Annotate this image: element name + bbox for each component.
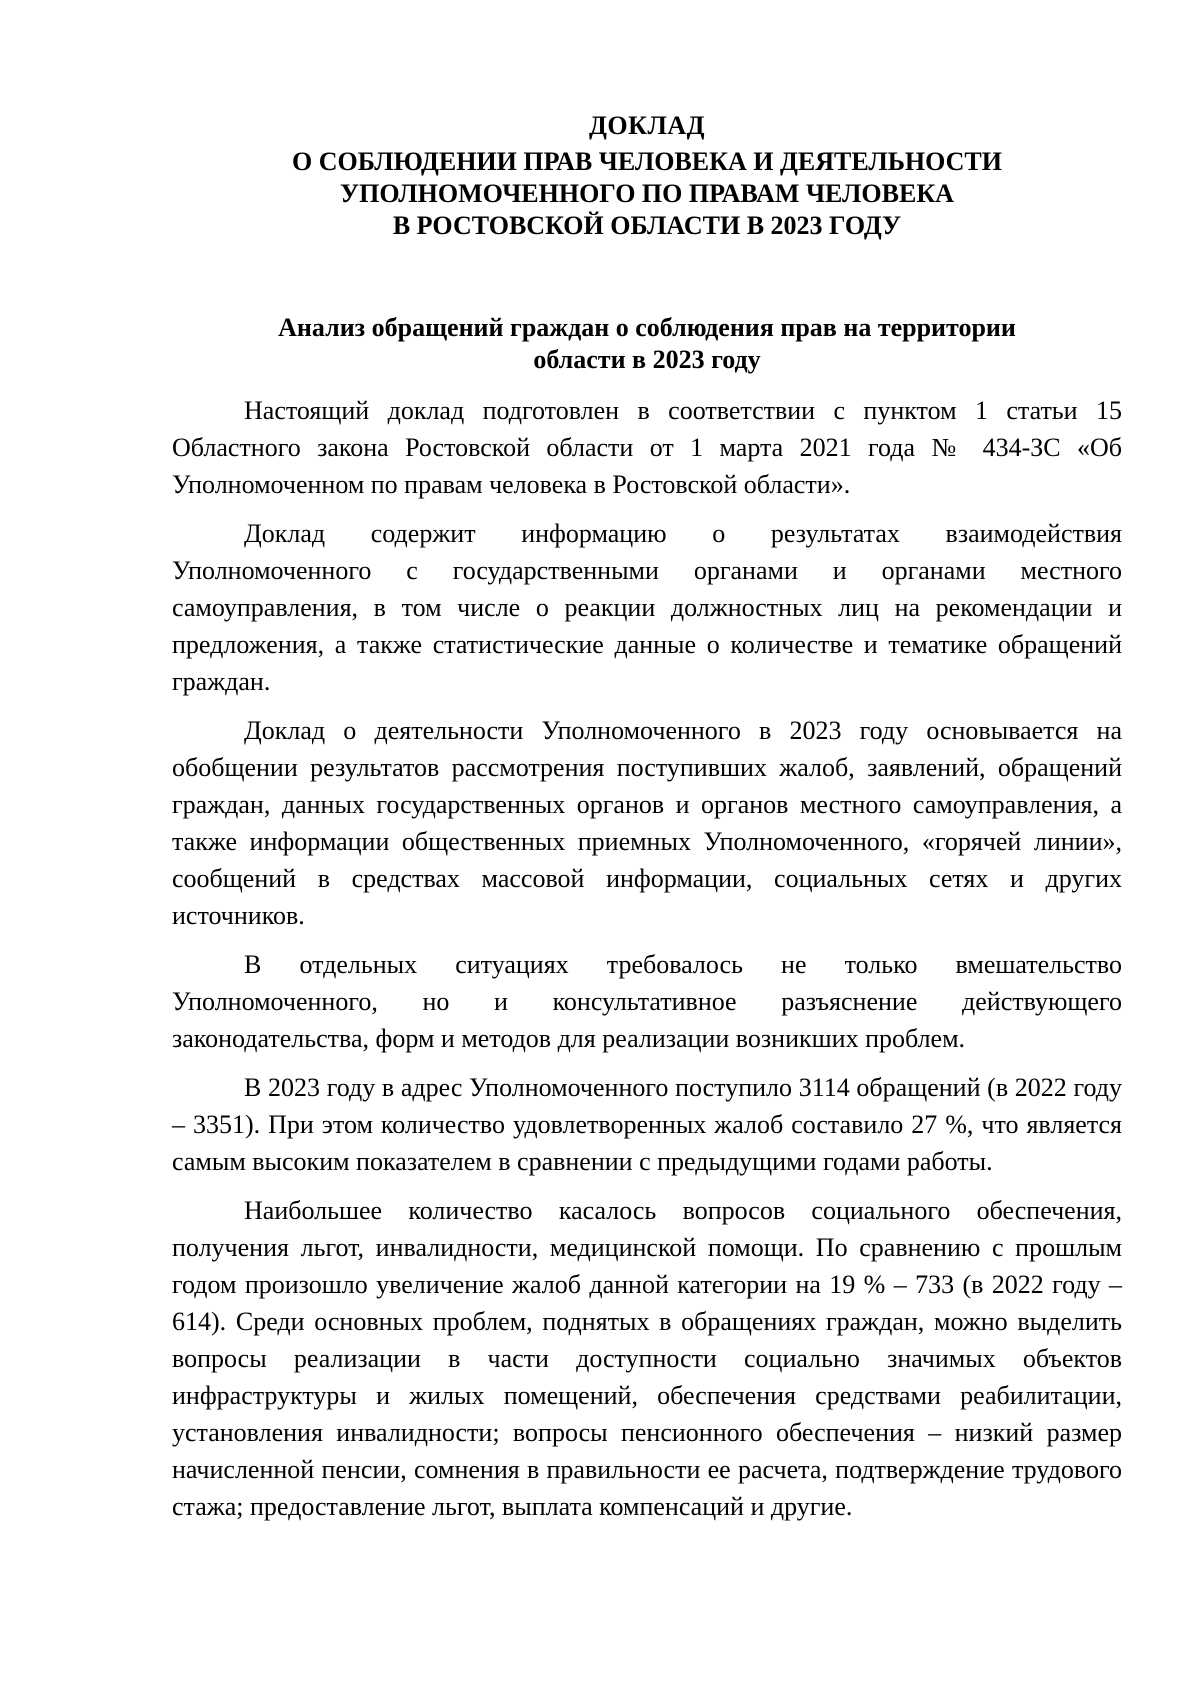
subtitle-line: УПОЛНОМОЧЕННОГО ПО ПРАВАМ ЧЕЛОВЕКА [340, 179, 954, 208]
section-heading-line: области в 2023 году [533, 345, 761, 374]
paragraph: Доклад о деятельности Уполномоченного в 2023 году основывается на обобщении результатов рассмотрения поступивших жалоб, заявлений, обращений граждан, данных государственных органов и органов местного самоуправления, а также информации общественных приемных Уполномоченного, «горячей линии», сообщений в средствах массовой информации, социальных сетях и других источников. [172, 716, 1122, 930]
subtitle-line: О СОБЛЮДЕНИИ ПРАВ ЧЕЛОВЕКА И ДЕЯТЕЛЬНОСТИ [292, 147, 1002, 176]
title-block [172, 110, 1122, 242]
section-heading-line: Анализ обращений граждан о соблюдения прав на территории [278, 313, 1016, 342]
section-heading [172, 312, 1122, 376]
paragraph: В отдельных ситуациях требовалось не только вмешательство Уполномоченного, но и консультативное разъяснение действующего законодательства, форм и методов для реализации возникших проблем. [172, 950, 1122, 1053]
document-subtitle [172, 146, 1122, 242]
subtitle-line: В РОСТОВСКОЙ ОБЛАСТИ В 2023 ГОДУ [392, 211, 902, 240]
document-title: ДОКЛАД [588, 111, 705, 140]
body-text [172, 392, 1122, 1537]
paragraph: В 2023 году в адрес Уполномоченного поступило 3114 обращений (в 2022 году – 3351). При этом количество удовлетворенных жалоб составило 27 %, что является самым высоким показателем в сравнении с предыдущими годами работы. [172, 1073, 1122, 1176]
paragraph: Наибольшее количество касалось вопросов социального обеспечения, получения льгот, инвалидности, медицинской помощи. По сравнению с прошлым годом произошло увеличение жалоб данной категории на 19 % – 733 (в 2022 году – 614). Среди основных проблем, поднятых в обращениях граждан, можно выделить вопросы реализации в части доступности социально значимых объектов инфраструктуры и жилых помещений, обеспечения средствами реабилитации, установления инвалидности; вопросы пенсионного обеспечения – низкий размер начисленной пенсии, сомнения в правильности ее расчета, подтверждение трудового стажа; предоставление льгот, выплата компенсаций и другие. [172, 1196, 1122, 1521]
paragraph: Доклад содержит информацию о результатах взаимодействия Уполномоченного с государственными органами и органами местного самоуправления, в том числе о реакции должностных лиц на рекомендации и предложения, а также статистические данные о количестве и тематике обращений граждан. [172, 519, 1122, 696]
paragraph: Настоящий доклад подготовлен в соответствии с пунктом 1 статьи 15 Областного закона Ростовской области от 1 марта 2021 года № 434-ЗС «Об Уполномоченном по правам человека в Ростовской области». [172, 396, 1122, 499]
